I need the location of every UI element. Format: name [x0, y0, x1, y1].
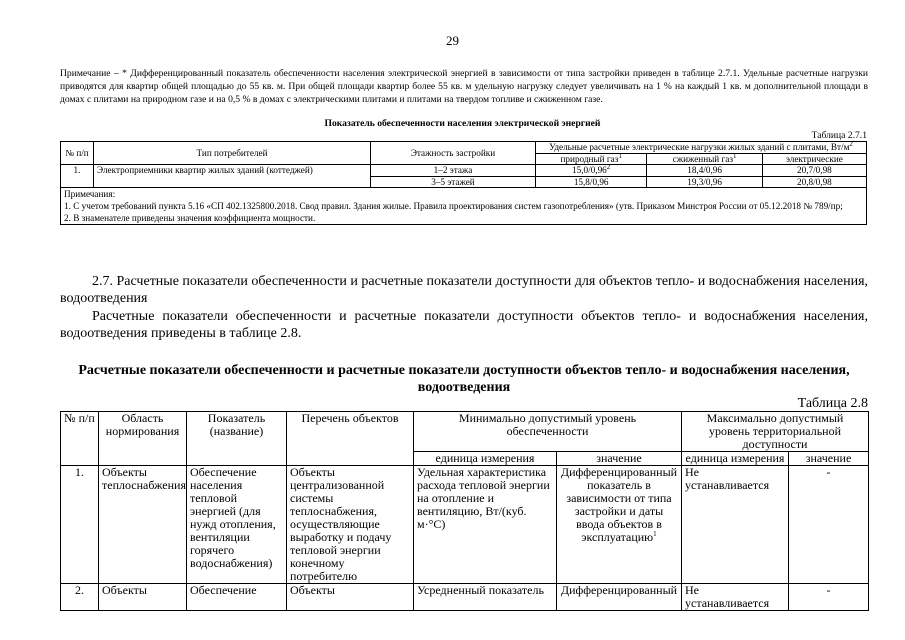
t2-r1-area: Объекты теплоснабжения [99, 466, 187, 584]
section-heading-2-7: 2.7. Расчетные показатели обеспеченности и расчетные показатели доступности для объектов тепло- и водоснабжения населения, водоотведения [60, 274, 869, 306]
t2-r2-max-unit: Не устанавливается [682, 584, 789, 611]
t1-header-loads [536, 139, 867, 154]
t2-header-num: № п/п [61, 412, 99, 466]
t2-r1-objects: Объекты централизованной системы теплоснабжения, осуществляющие выработку и подачу тепловой энергии конечному потребителю [287, 466, 414, 584]
t1-r2-gas: 15,8/0,96 [536, 176, 647, 188]
t2-r2-area: Объекты [99, 584, 187, 611]
t1-notes [61, 188, 867, 225]
t2-r2-unit: Усредненный показатель [414, 584, 557, 611]
t1-notes-2: 2. В знаменателе приведены значения коэффициента мощности. [64, 213, 316, 223]
t1-header-gas-text: природный газ [560, 153, 619, 164]
t1-r1-elec: 20,7/0,98 [762, 165, 866, 177]
t2-r1-max-unit: Не устанавливается [682, 466, 789, 584]
t1-header-lpg-text: сжиженный газ [672, 153, 733, 164]
t1-header-loads-sup: 2 [849, 139, 853, 148]
table-row [61, 165, 867, 177]
t2-header-min: Минимально допустимый уровень обеспеченности [414, 412, 682, 452]
t2-r2-max-value: - [789, 584, 869, 611]
t1-r1-floors: 1–2 этажа [371, 165, 536, 177]
page-number: 29 [446, 33, 459, 48]
t2-header-value: значение [557, 452, 682, 466]
table-row [61, 466, 869, 584]
t1-notes-1: 1. С учетом требований пункта 5.16 «СП 402.1325800.2018. Свод правил. Здания жилые. Правила проектирования систем газопотребления» (утв. Приказом Минстроя России от 05.12.2018 № 789/пр; [64, 201, 843, 211]
t2-r1-indicator: Обеспечение населения тепловой энергией (для нужд отопления, вентиляции горячего водоснабжения) [187, 466, 287, 584]
t1-header-num: № п/п [61, 142, 94, 165]
t1-header-loads-text: Удельные расчетные электрические нагрузки жилых зданий с плитами, Вт/м [549, 142, 850, 152]
t1-r1-gas [536, 162, 647, 177]
t2-r1-max-value: - [789, 466, 869, 584]
t1-header-lpg-sup: 1 [733, 151, 737, 160]
t2-r2-objects: Объекты [287, 584, 414, 611]
t2-header-max: Максимально допустимый уровень территориальной доступности [682, 412, 869, 452]
t1-notes-head: Примечания: [64, 189, 116, 199]
table1-label: Таблица 2.7.1 [811, 130, 867, 141]
t2-r1-value-sup: 1 [653, 530, 657, 538]
table2-title: Расчетные показатели обеспеченности и расчетные показатели доступности объектов тепло- и водоснабжения населения, водоотведения [78, 363, 850, 395]
t1-header-floors: Этажность застройки [371, 142, 536, 165]
t2-header-unit2: единица измерения [682, 452, 789, 466]
t1-row-type: Электроприемники квартир жилых зданий (коттеджей) [94, 165, 371, 188]
t1-header-gas-sup: 1 [618, 151, 622, 160]
t2-r1-value [557, 466, 682, 584]
t2-header-area: Область нормирования [99, 412, 187, 466]
table-2-8 [60, 411, 869, 611]
t2-header-unit: единица измерения [414, 452, 557, 466]
table-row [61, 584, 869, 611]
t1-header-lpg [647, 153, 762, 165]
section-paragraph: Расчетные показатели обеспеченности и расчетные показатели доступности объектов тепло- и водоснабжения населения, водоотведения приведены в таблице 2.8. [60, 309, 868, 341]
t2-r2-num: 2. [61, 584, 99, 611]
t1-r2-lpg: 19,3/0,96 [647, 176, 762, 188]
t2-r1-num: 1. [61, 466, 99, 584]
t2-r1-unit: Удельная характеристика расхода тепловой энергии на отопление и вентиляцию, Вт/(куб. м·°С) [414, 466, 557, 584]
t2-r2-indicator: Обеспечение [187, 584, 287, 611]
table1-title: Показатель обеспеченности населения электрической энергией [324, 118, 601, 129]
t1-row-num: 1. [61, 165, 94, 188]
t1-header-type: Тип потребителей [94, 142, 371, 165]
t1-r1-gas-sup: 2 [606, 162, 611, 171]
t1-header-gas [536, 153, 647, 165]
table2-label: Таблица 2.8 [797, 396, 868, 411]
t1-r1-gas-text: 15,0/0,96 [572, 165, 607, 175]
t2-header-value2: значение [789, 452, 869, 466]
t1-r2-floors: 3–5 этажей [371, 176, 536, 188]
t1-r1-lpg: 18,4/0,96 [647, 165, 762, 177]
t1-header-elec: электрические [762, 153, 866, 165]
table-2-7-1 [60, 141, 867, 225]
note-paragraph: Примечание – * Дифференцированный показатель обеспеченности населения электрической энергией в зависимости от типа застройки приведен в таблице 2.7.1. Удельные расчетные нагрузки приводятся для квартир общей площадью до 55 кв. м. При общей площади квартир более 55 кв. м удельную нагрузку следует увеличивать на 1 % на каждый 1 кв. м дополнительной площади в домах с плитами на природном газе и на 0,5 % в домах с электрическими плитами и плитами на твердом топливе и сжиженном газе. [60, 68, 868, 105]
t2-r2-value: Дифференцированный [557, 584, 682, 611]
t1-r2-elec: 20,8/0,98 [762, 176, 866, 188]
t2-r1-value-text: Дифференцированный показатель в зависимости от типа застройки и даты ввода объектов в эксплуатацию [560, 465, 678, 544]
t2-header-indicator: Показатель (название) [187, 412, 287, 466]
t2-header-objects: Перечень объектов [287, 412, 414, 466]
